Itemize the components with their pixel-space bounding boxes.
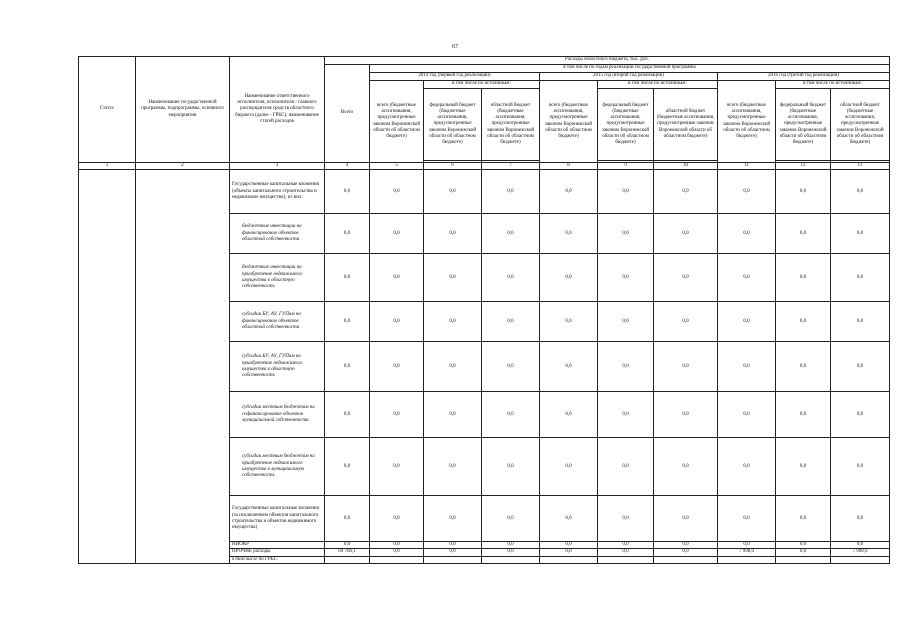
value-cell: 0,0	[776, 392, 831, 438]
status-cell	[79, 254, 136, 302]
status-cell	[79, 496, 136, 542]
value-cell: 0,0	[598, 542, 654, 549]
status-cell	[79, 342, 136, 392]
table-row	[79, 549, 890, 556]
program-cell	[136, 438, 230, 496]
value-cell: 0,0	[482, 170, 540, 214]
value-cell: 0,0	[776, 438, 831, 496]
value-cell: 0,0	[654, 496, 718, 542]
value-cell: 0,0	[325, 496, 370, 542]
budget-table	[78, 56, 890, 564]
row-label: бюджетные инвестиции на финансирование объектов областной собственности	[230, 214, 325, 254]
value-cell: 0,0	[598, 214, 654, 254]
value-cell: 0,0	[654, 302, 718, 342]
value-cell: 0,0	[654, 170, 718, 214]
header-executor: Наименование ответственного исполнителя, исполнителя - главного распорядителя средств областного бюджета (далее - ГРБС), наименование статей расходов	[230, 57, 325, 163]
value-cell: 0,0	[325, 438, 370, 496]
value-cell	[598, 556, 654, 563]
row-label: субсидии местным бюджетам на софинансирование объектов муниципальной собственности	[230, 392, 325, 438]
program-cell	[136, 549, 230, 556]
value-cell: 0,0	[654, 254, 718, 302]
table-row	[79, 214, 890, 254]
row-label: НИОКР	[230, 542, 325, 549]
col-num: 3	[230, 163, 325, 170]
row-label: Государственные капитальные вложения (за исключением объектов капитального строительства и объектов недвижимого имущества)	[230, 496, 325, 542]
col-num: 1	[79, 163, 136, 170]
value-cell: 0,0	[325, 392, 370, 438]
header-sources-2014: в том числе по источникам:	[424, 81, 540, 89]
value-cell: 0,0	[540, 302, 598, 342]
value-cell: 0,0	[654, 392, 718, 438]
value-cell: 0,0	[831, 254, 890, 302]
value-cell: 0,0	[718, 438, 776, 496]
value-cell: 0,0	[424, 342, 482, 392]
value-cell: 0,0	[482, 302, 540, 342]
value-cell: 0,0	[424, 496, 482, 542]
value-cell: 0,0	[718, 496, 776, 542]
value-cell: 0,0	[370, 254, 424, 302]
header-total-2016: всего (бюджетные ассигнования, предусмотренные законом Воронежской области об областном бюджете)	[718, 81, 776, 163]
value-cell: 0,0	[654, 342, 718, 392]
value-cell: 0,0	[370, 170, 424, 214]
value-cell: 0,0	[424, 214, 482, 254]
col-num: 8	[540, 163, 598, 170]
value-cell: 0,0	[370, 549, 424, 556]
program-cell	[136, 392, 230, 438]
header-year-2015: 2015 год (второй год реализации)	[540, 73, 718, 81]
value-cell: 0,0	[482, 392, 540, 438]
value-cell: 0,0	[540, 438, 598, 496]
value-cell: 0,0	[424, 302, 482, 342]
value-cell: 0,0	[482, 214, 540, 254]
header-year-2014: 2014 год (первый год реализации)	[370, 73, 540, 81]
value-cell: 0,0	[654, 542, 718, 549]
header-budget-subtitle: в том числе по годам реализации государственной программы	[370, 65, 890, 73]
table-row	[79, 556, 890, 563]
value-cell: 0,0	[776, 496, 831, 542]
value-cell: 0,0	[598, 496, 654, 542]
value-cell: 0,0	[424, 438, 482, 496]
value-cell: 0,0	[598, 392, 654, 438]
value-cell: 0,0	[325, 342, 370, 392]
value-cell: 0,0	[654, 214, 718, 254]
value-cell: 0,0	[424, 254, 482, 302]
value-cell: 0,0	[718, 214, 776, 254]
header-total-2014: всего (бюджетные ассигнования, предусмотренные законом Воронежской области об областном бюджете)	[370, 81, 424, 163]
status-cell	[79, 302, 136, 342]
value-cell: 0,0	[776, 254, 831, 302]
status-cell	[79, 214, 136, 254]
value-cell: 0,0	[540, 496, 598, 542]
value-cell: 0,0	[370, 496, 424, 542]
value-cell: 0,0	[831, 438, 890, 496]
value-cell	[482, 556, 540, 563]
program-cell	[136, 254, 230, 302]
value-cell: 0,0	[482, 438, 540, 496]
page-number: 67	[452, 44, 458, 50]
value-cell	[325, 556, 370, 563]
value-cell: 0,0	[776, 170, 831, 214]
value-cell: 0,0	[654, 549, 718, 556]
value-cell: 0,0	[831, 170, 890, 214]
row-label: субсидии БУ, АУ, ГУПам на финансирование объектов областной собственности	[230, 302, 325, 342]
header-total: Всего	[325, 65, 370, 163]
col-num: 7	[482, 163, 540, 170]
value-cell: 0,0	[598, 254, 654, 302]
column-numbers-row	[79, 163, 890, 170]
value-cell: 69 766,1	[325, 549, 370, 556]
col-num: 10	[654, 163, 718, 170]
status-cell	[79, 556, 136, 563]
program-cell	[136, 342, 230, 392]
value-cell: 7 998,0	[718, 549, 776, 556]
value-cell: 0,0	[424, 170, 482, 214]
value-cell: 0,0	[831, 214, 890, 254]
value-cell: 0,0	[325, 214, 370, 254]
header-total-2015: всего (бюджетные ассигнования, предусмотренные законом Воронежской области об областном бюджете)	[540, 81, 598, 163]
col-num: 5	[370, 163, 424, 170]
value-cell: 0,0	[598, 549, 654, 556]
value-cell: 0,0	[718, 542, 776, 549]
value-cell: 0,0	[370, 302, 424, 342]
value-cell: 0,0	[776, 214, 831, 254]
value-cell: 0,0	[370, 342, 424, 392]
value-cell: 0,0	[370, 214, 424, 254]
row-label: Государственные капитальные вложения (объекты капитального строительства и недвижимое имущество), из них:	[230, 170, 325, 214]
header-budget-title: Расходы областного бюджета, тыс. руб.	[325, 57, 890, 65]
value-cell	[831, 556, 890, 563]
value-cell	[424, 556, 482, 563]
value-cell: 0,0	[831, 342, 890, 392]
value-cell: 0,0	[598, 170, 654, 214]
program-cell	[136, 170, 230, 214]
value-cell: 0,0	[370, 542, 424, 549]
header-federal-2014: федеральный бюджет (бюджетные ассигнования, предусмотренные законом Воронежской области об областном бюджете)	[424, 89, 482, 161]
table-row	[79, 542, 890, 549]
value-cell: 0,0	[482, 496, 540, 542]
value-cell: 0,0	[325, 302, 370, 342]
table-row	[79, 302, 890, 342]
value-cell: 0,0	[540, 549, 598, 556]
value-cell	[718, 556, 776, 563]
value-cell: 0,0	[540, 542, 598, 549]
col-num: 6	[424, 163, 482, 170]
value-cell: 0,0	[776, 542, 831, 549]
row-label: в том числе по ГРБС:	[230, 556, 325, 563]
row-label: субсидии местным бюджетам на приобретение недвижимого имущества в муниципальную собственность	[230, 438, 325, 496]
value-cell: 0,0	[482, 542, 540, 549]
table-row	[79, 392, 890, 438]
value-cell: 0,0	[424, 542, 482, 549]
value-cell: 0,0	[831, 542, 890, 549]
value-cell: 0,0	[370, 392, 424, 438]
value-cell: 0,0	[325, 542, 370, 549]
value-cell: 0,0	[482, 254, 540, 302]
program-cell	[136, 302, 230, 342]
value-cell	[654, 556, 718, 563]
value-cell	[776, 556, 831, 563]
value-cell: 0,0	[776, 342, 831, 392]
value-cell: 0,0	[540, 214, 598, 254]
value-cell: 0,0	[482, 342, 540, 392]
header-regional-2014: областной бюджет (бюджетные ассигнования, предусмотренные законом Воронежской области об областном бюджете)	[482, 89, 540, 161]
header-year-2016: 2016 год (третий год реализации)	[718, 73, 890, 81]
table-row	[79, 496, 890, 542]
value-cell: 0,0	[540, 170, 598, 214]
table-row	[79, 342, 890, 392]
value-cell: 0,0	[598, 302, 654, 342]
header-regional-2015: областной бюджет (бюджетные ассигнования, предусмотренные законом Воронежской области об областном бюджете)	[654, 89, 718, 161]
value-cell: 0,0	[831, 392, 890, 438]
col-num: 13	[831, 163, 890, 170]
value-cell: 0,0	[776, 302, 831, 342]
table-row	[79, 170, 890, 214]
value-cell	[540, 556, 598, 563]
header-federal-2016: федеральный бюджет (бюджетные ассигнования, предусмотренные законом Воронежской области об областном бюджете)	[776, 89, 831, 161]
header-sources-2016: в том числе по источникам:	[776, 81, 890, 89]
col-num: 9	[598, 163, 654, 170]
status-cell	[79, 392, 136, 438]
row-label: ПРОЧИЕ расходы	[230, 549, 325, 556]
value-cell: 0,0	[424, 392, 482, 438]
program-cell	[136, 542, 230, 549]
value-cell: 0,0	[718, 254, 776, 302]
row-label: субсидии БУ, АУ, ГУПам на приобретение недвижимого имущества в областную собственность	[230, 342, 325, 392]
value-cell: 0,0	[540, 392, 598, 438]
value-cell: 0,0	[718, 342, 776, 392]
value-cell: 0,0	[831, 302, 890, 342]
value-cell: 0,0	[654, 438, 718, 496]
value-cell: 0,0	[540, 254, 598, 302]
value-cell: 0,0	[482, 549, 540, 556]
table-row	[79, 254, 890, 302]
program-cell	[136, 214, 230, 254]
col-num: 2	[136, 163, 230, 170]
header-program: Наименование государственной программы, подпрограммы, основного мероприятия	[136, 57, 230, 163]
value-cell: 0,0	[718, 392, 776, 438]
row-label: бюджетные инвестиции на приобретение недвижимого имущества в областную собственность	[230, 254, 325, 302]
status-cell	[79, 170, 136, 214]
status-cell	[79, 438, 136, 496]
value-cell: 7 998,0	[831, 549, 890, 556]
table-row	[79, 438, 890, 496]
status-cell	[79, 542, 136, 549]
value-cell: 0,0	[598, 438, 654, 496]
value-cell: 0,0	[540, 342, 598, 392]
value-cell: 0,0	[598, 342, 654, 392]
value-cell: 0,0	[718, 170, 776, 214]
value-cell: 0,0	[718, 302, 776, 342]
col-num: 11	[718, 163, 776, 170]
value-cell: 0,0	[370, 438, 424, 496]
value-cell: 0,0	[325, 254, 370, 302]
value-cell: 0,0	[776, 549, 831, 556]
value-cell: 0,0	[424, 549, 482, 556]
value-cell	[370, 556, 424, 563]
header-sources-2015: в том числе по источникам:	[598, 81, 718, 89]
col-num: 4	[325, 163, 370, 170]
header-regional-2016: областной бюджет (бюджетные ассигнования, предусмотренные законом Воронежской области об областном бюджете)	[831, 89, 890, 161]
header-federal-2015: федеральный бюджет (бюджетные ассигнования, предусмотренные законом Воронежской области об областном бюджете)	[598, 89, 654, 161]
value-cell: 0,0	[325, 170, 370, 214]
status-cell	[79, 549, 136, 556]
value-cell: 0,0	[831, 496, 890, 542]
program-cell	[136, 556, 230, 563]
program-cell	[136, 496, 230, 542]
col-num: 12	[776, 163, 831, 170]
header-status: Статус	[79, 57, 136, 163]
